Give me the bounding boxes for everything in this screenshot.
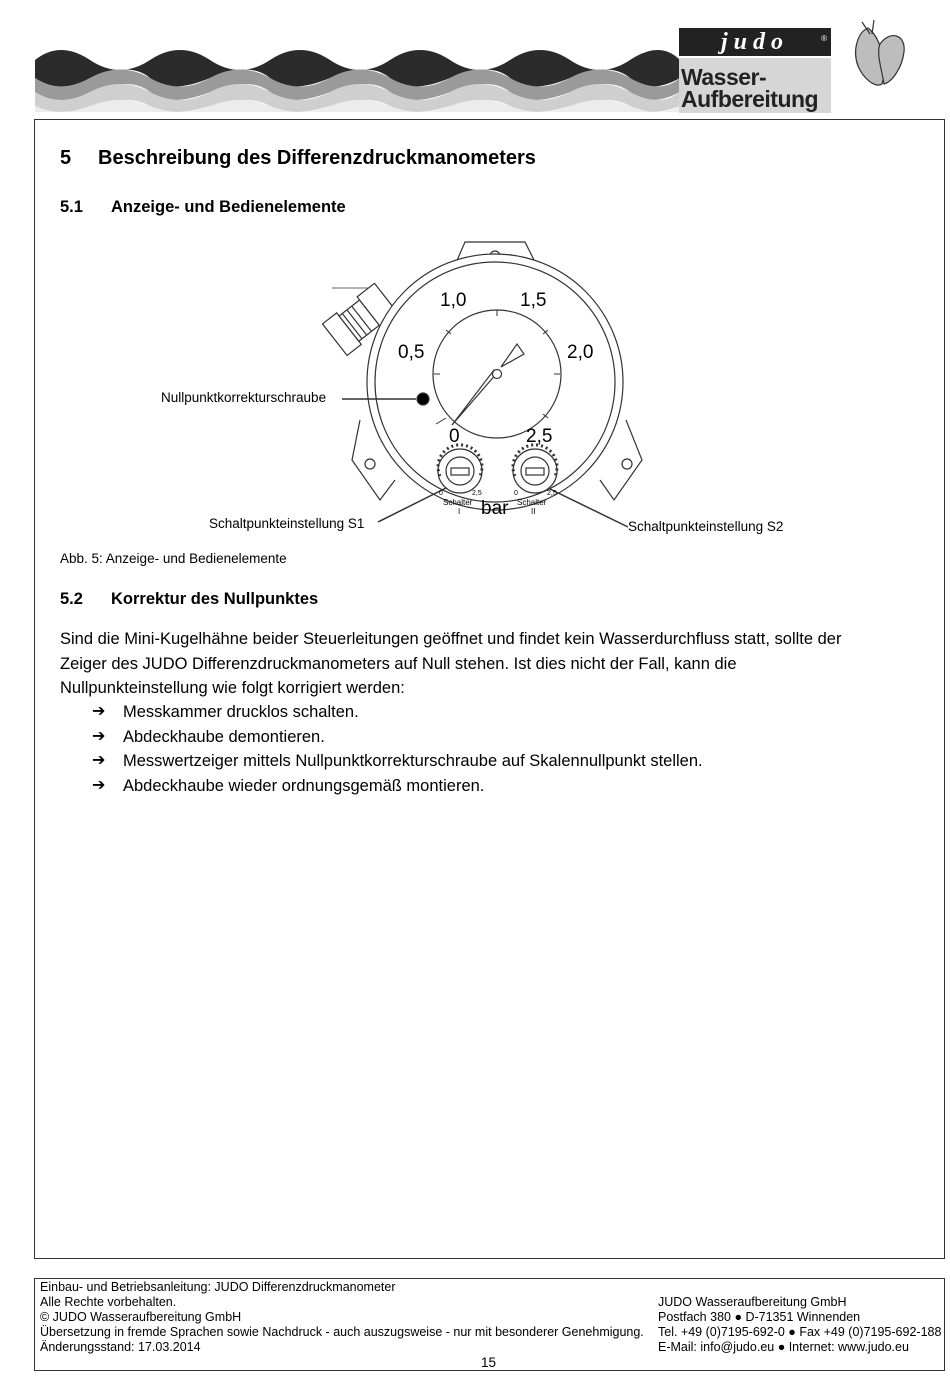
scale-label-0: 0 — [449, 426, 460, 447]
step-text: Abdeckhaube demontieren. — [123, 727, 325, 746]
gauge-figure — [150, 230, 810, 550]
footer-left-line: Alle Rechte vorbehalten. — [40, 1295, 177, 1309]
switch-2-label: Schalter — [517, 498, 547, 507]
scale-label-2-0: 2,0 — [567, 342, 594, 363]
instruction-list — [92, 700, 703, 798]
footer-left-block — [40, 1280, 644, 1355]
footer-right-line: E-Mail: info@judo.eu ● Internet: www.judo.eu — [658, 1340, 909, 1354]
callout-zero-screw: Nullpunktkorrekturschraube — [161, 390, 327, 405]
unit-label: bar — [481, 498, 509, 519]
list-item — [92, 774, 703, 799]
logo-line-1: Wasser- — [681, 64, 767, 90]
body-line-2: Zeiger des JUDO Differenzdruckmanometers auf Null stehen. Ist dies nicht der Fall, kann die — [60, 654, 737, 673]
page-footer — [34, 1278, 945, 1371]
footer-right-block — [658, 1295, 941, 1355]
scale-label-2-5: 2,5 — [526, 426, 553, 447]
page-header — [0, 0, 950, 118]
footer-left-line: Änderungsstand: 17.03.2014 — [40, 1340, 201, 1354]
logo-registered-mark: ® — [821, 34, 827, 43]
switch-1-index: I — [458, 507, 461, 516]
step-text: Messkammer drucklos schalten. — [123, 703, 359, 721]
switch-2-max: 2,5 — [547, 490, 557, 497]
footer-right-line: Postfach 380 ● D-71351 Winnenden — [658, 1310, 861, 1324]
switch-2-index: II — [531, 507, 536, 516]
logo-brand-text: judo — [720, 28, 789, 55]
body-line-3: Nullpunkteinstellung wie folgt korrigiert werden: — [60, 679, 405, 697]
logo-wordmark — [679, 58, 831, 113]
list-item — [92, 749, 703, 774]
footer-right-line: JUDO Wasseraufbereitung GmbH — [658, 1295, 847, 1309]
list-item — [92, 700, 703, 725]
arrow-right-icon: ➔ — [92, 703, 106, 720]
callout-switch-s2: Schaltpunkteinstellung S2 — [628, 519, 784, 534]
arrow-right-icon: ➔ — [92, 752, 106, 769]
arrow-right-icon: ➔ — [92, 727, 106, 745]
scale-label-0-5: 0,5 — [398, 342, 425, 363]
logo-brand-bar — [679, 28, 831, 56]
subsection-heading-5-2 — [60, 590, 318, 609]
switch-1-label: Schalter — [443, 498, 473, 507]
subsection-number: 5.1 — [60, 198, 83, 216]
arrow-right-icon: ➔ — [92, 776, 106, 794]
body-line-1: Sind die Mini-Kugelhähne beider Steuerleitungen geöffnet und findet kein Wasserdurchfluss statt, sollte der — [60, 630, 842, 648]
footer-left-line: Übersetzung in fremde Sprachen sowie Nachdruck - auch auszugsweise - nur mit besonderer Genehmigung. — [40, 1325, 644, 1339]
scale-label-1-5: 1,5 — [520, 290, 547, 311]
switch-2-min: 0 — [514, 490, 518, 497]
footer-left-line: © JUDO Wasseraufbereitung GmbH — [40, 1310, 242, 1324]
footer-right-line: Tel. +49 (0)7195-692-0 ● Fax +49 (0)7195-692-188 — [658, 1325, 942, 1339]
callout-switch-s1: Schaltpunkteinstellung S1 — [209, 516, 365, 531]
section-heading — [60, 147, 536, 170]
section-number: 5 — [60, 147, 72, 169]
figure-caption: Abb. 5: Anzeige- und Bedienelemente — [60, 551, 287, 566]
page-number: 15 — [481, 1355, 497, 1370]
footer-left-line: Einbau- und Betriebsanleitung: JUDO Differenzdruckmanometer — [40, 1280, 396, 1294]
logo-line-2: Aufbereitung — [681, 86, 819, 112]
subsection-heading-5-1 — [60, 198, 346, 217]
switch-1-max: 2,5 — [472, 490, 482, 497]
list-item — [92, 725, 703, 750]
step-text: Abdeckhaube wieder ordnungsgemäß montieren. — [123, 776, 485, 795]
body-paragraph — [60, 627, 920, 701]
butterfly-icon — [856, 20, 905, 85]
judo-logo — [679, 28, 831, 113]
subsection-title: Anzeige- und Bedienelemente — [111, 198, 346, 216]
section-title: Beschreibung des Differenzdruckmanometers — [98, 147, 536, 169]
subsection-number: 5.2 — [60, 590, 83, 608]
subsection-title: Korrektur des Nullpunktes — [111, 590, 319, 608]
step-text: Messwertzeiger mittels Nullpunktkorrekturschraube auf Skalennullpunkt stellen. — [123, 752, 703, 770]
scale-label-1-0: 1,0 — [440, 290, 467, 311]
switch-1-min: 0 — [439, 490, 443, 497]
